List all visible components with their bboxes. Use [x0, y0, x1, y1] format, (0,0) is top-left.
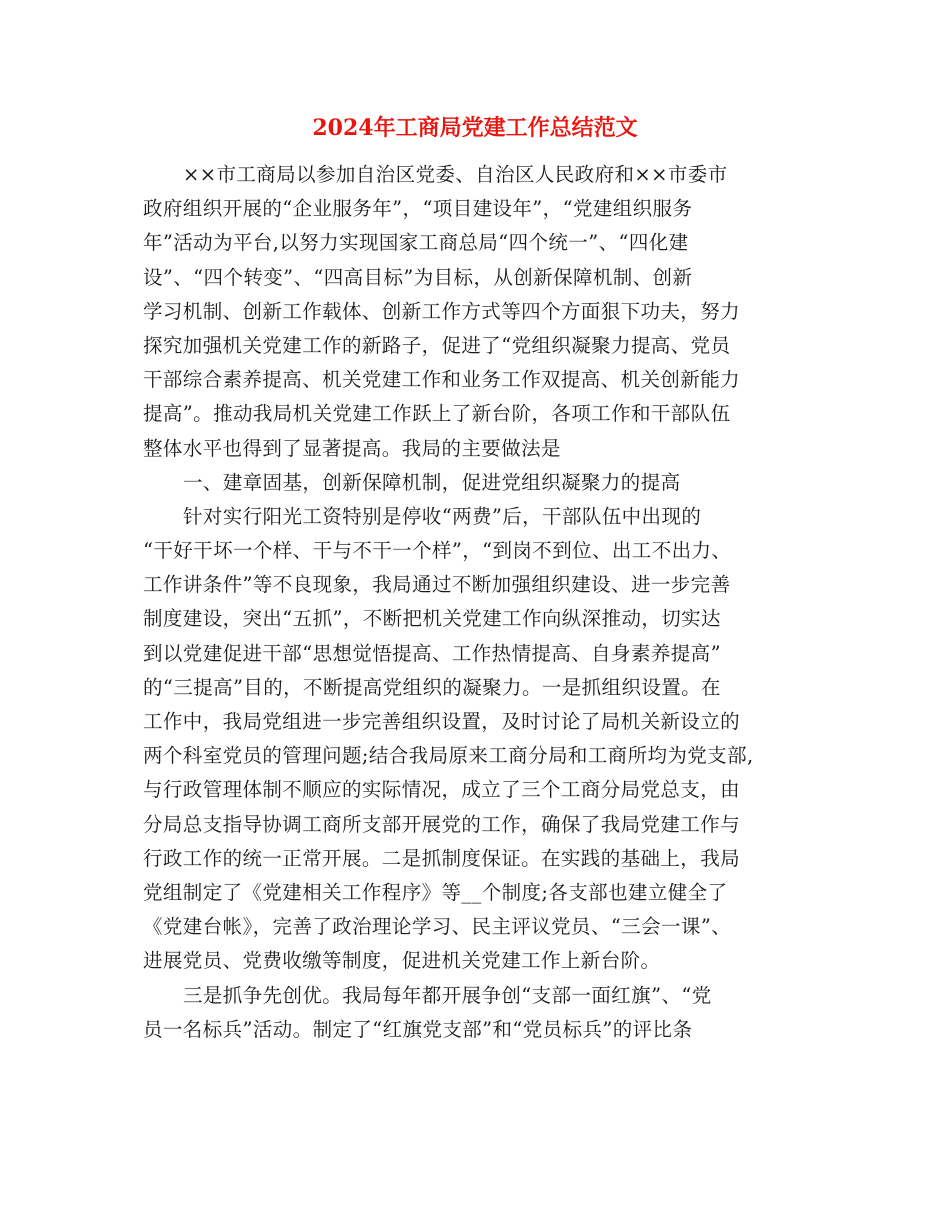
paragraph-line: “干好干坏一个样、干与不干一个样”，“到岗不到位、出工不出力、	[143, 539, 732, 563]
paragraph-line: 政府组织开展的“企业服务年”，“项目建设年”，“党建组织服务	[143, 197, 693, 221]
paragraph-line: 到以党建促进干部“思想觉悟提高、工作热情提高、自身素养提高”	[143, 641, 721, 665]
section-heading: 一、建章固基，创新保障机制，促进党组织凝聚力的提高	[183, 470, 681, 494]
document-title: 2024年工商局党建工作总结范文	[312, 115, 638, 141]
paragraph-line: 学习机制、创新工作载体、创新工作方式等四个方面狠下功夫，努力	[143, 299, 741, 323]
paragraph-line: 干部综合素养提高、机关党建工作和业务工作双提高、机关创新能力	[143, 368, 741, 392]
paragraph-line: 与行政管理体制不顺应的实际情况，成立了三个工商分局党总支，由	[143, 778, 741, 802]
paragraph-line: 三是抓争先创优。我局每年都开展争创“支部一面红旗”、“党	[183, 983, 712, 1007]
paragraph-line: 工作讲条件”等不良现象，我局通过不断加强组织建设、进一步完善	[143, 573, 731, 597]
paragraph-line: 员一名标兵”活动。制定了“红旗党支部”和“党员标兵”的评比条	[143, 1017, 693, 1041]
paragraph-line: 《党建台帐》，完善了政治理论学习、民主评议党员、“三会一课”、	[143, 915, 732, 939]
paragraph-line: 分局总支指导协调工商所支部开展党的工作，确保了我局党建工作与	[143, 812, 741, 836]
paragraph-line: 设”、“四个转变”、“四高目标”为目标，从创新保障机制、创新	[143, 265, 693, 289]
paragraph-line: 制度建设，突出“五抓”，不断把机关党建工作向纵深推动，切实达	[143, 607, 721, 631]
paragraph-line: 的“三提高”目的，不断提高党组织的凝聚力。一是抓组织设置。在	[143, 675, 721, 699]
paragraph-line: 年”活动为平台,以努力实现国家工商总局“四个统一”、“四化建	[143, 231, 689, 255]
paragraph-line: 进展党员、党费收缴等制度，促进机关党建工作上新台阶。	[143, 949, 661, 973]
paragraph-line: 针对实行阳光工资特别是停收“两费”后，干部队伍中出现的	[183, 504, 702, 528]
document-body	[143, 158, 823, 1047]
paragraph-line: 两个科室党员的管理问题;结合我局原来工商分局和工商所均为党支部,	[143, 744, 754, 768]
paragraph-line: 行政工作的统一正常开展。二是抓制度保证。在实践的基础上，我局	[143, 846, 741, 870]
paragraph-line: 整体水平也得到了显著提高。我局的主要做法是	[143, 436, 561, 460]
paragraph-line: 提高”。推动我局机关党建工作跃上了新台阶，各项工作和干部队伍	[143, 402, 731, 426]
paragraph-line: 党组制定了《党建相关工作程序》等__个制度;各支部也建立健全了	[143, 880, 728, 904]
paragraph-line: 探究加强机关党建工作的新路子，促进了“党组织凝聚力提高、党员	[143, 333, 731, 357]
paragraph-line: 工作中，我局党组进一步完善组织设置，及时讨论了局机关新设立的	[143, 710, 741, 733]
paragraph-line: ××市工商局以参加自治区党委、自治区人民政府和××市委市	[183, 163, 728, 186]
